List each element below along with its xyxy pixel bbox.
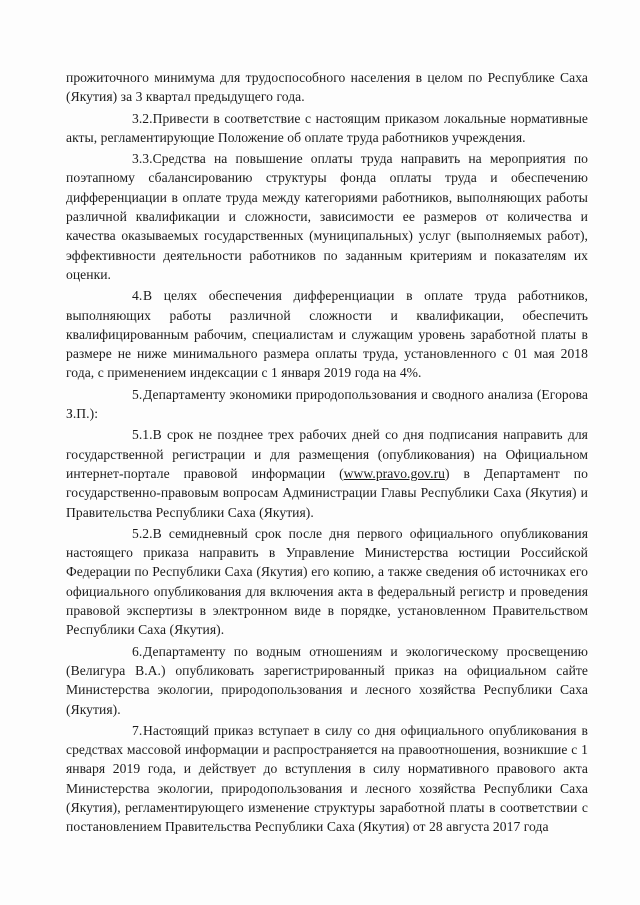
paragraph-number: 3.2.: [132, 110, 153, 126]
paragraph-text: В семидневный срок после дня первого официального опубликования настоящего приказа направить в Управление Министерства юстиции Российской Федерации по Республики Саха (Якутия) его копию, а также сведения об источниках его официального опубликования для включения акта в федеральный регистр и проведения правовой экспертизы в электронном виде в порядке, установленном Правительством Республики Саха (Якутия).: [66, 525, 588, 638]
paragraph-text: В срок не позднее трех рабочих дней со дня подписания направить для государственной регистрации и для размещения (опубликования) на Официальном интернет-портале правовой информации (: [66, 427, 588, 481]
paragraph-number: 4.: [132, 288, 143, 304]
paragraph-number: 7.: [132, 722, 143, 738]
paragraph-text: Департаменту по водным отношениям и экологическому просвещению (Велигура В.А.) опубликовать зарегистрированный приказ на официальном сайте Министерства экологии, природопользования и лесного хозяйства Республики Саха (Якутия).: [66, 643, 588, 717]
document-body: [66, 68, 588, 837]
paragraph-5-1: [66, 425, 588, 521]
paragraph-5-2: [66, 524, 588, 640]
paragraph-number: 3.3.: [132, 151, 153, 167]
paragraph-text: Средства на повышение оплаты труда направить на мероприятия по поэтапному сбалансированию структуры фонда оплаты труда и обеспечению дифференциации в оплате труда между категориями работников, выполняющих работы различной квалификации и сложности, зависимости ее размеров от количества и качества оказываемых государственных (муниципальных) услуг (выполняемых работ), эффективности деятельности работников по заданным критериям и показателям их оценки.: [66, 151, 588, 282]
paragraph-6: [66, 642, 588, 719]
paragraph-number: 6.: [132, 643, 143, 659]
paragraph-4: [66, 286, 588, 382]
paragraph-text: прожиточного минимума для трудоспособного населения в целом по Республике Саха (Якутия) за 3 квартал предыдущего года.: [66, 70, 588, 105]
paragraph-3-3: [66, 149, 588, 284]
paragraph-number: 5.: [132, 386, 143, 402]
paragraph-5: [66, 385, 588, 424]
paragraph-number: 5.2.: [132, 525, 153, 541]
paragraph-continuation: [66, 68, 588, 107]
pravo-gov-link[interactable]: www.pravo.gov.ru: [343, 465, 446, 481]
paragraph-number: 5.1.: [132, 427, 153, 443]
paragraph-3-2: [66, 109, 588, 148]
paragraph-text: Департаменту экономики природопользования и сводного анализа (Егорова З.П.):: [66, 386, 588, 422]
paragraph-text: Настоящий приказ вступает в силу со дня официального опубликования в средствах массовой информации и распространяется на правоотношения, возникшие с 1 января 2019 года, и действует до вступления в силу нормативного правового акта Министерства экологии, природопользования и лесного хозяйства Республики Саха (Якутия), регламентирующего изменение структуры заработной платы в соответствии с постановлением Правительства Республики Саха (Якутия) от 28 августа 2017 года: [66, 722, 588, 835]
paragraph-text: ) в Департамент по государственно-правовым вопросам Администрации Главы Республики Саха (Якутия) и Правительства Республики Саха (Якутия).: [66, 465, 588, 520]
paragraph-7: [66, 721, 588, 837]
paragraph-text: В целях обеспечения дифференциации в оплате труда работников, выполняющих работы различной сложности и квалификации, обеспечить квалифицированным рабочим, специалистам и служащим уровень заработной платы в размере не ниже минимального размера оплаты труда, установленного с 01 мая 2018 года, с применением индексации с 1 января 2019 года на 4%.: [66, 288, 588, 381]
paragraph-text: Привести в соответствие с настоящим приказом локальные нормативные акты, регламентирующие Положение об оплате труда работников учреждения.: [66, 110, 588, 145]
